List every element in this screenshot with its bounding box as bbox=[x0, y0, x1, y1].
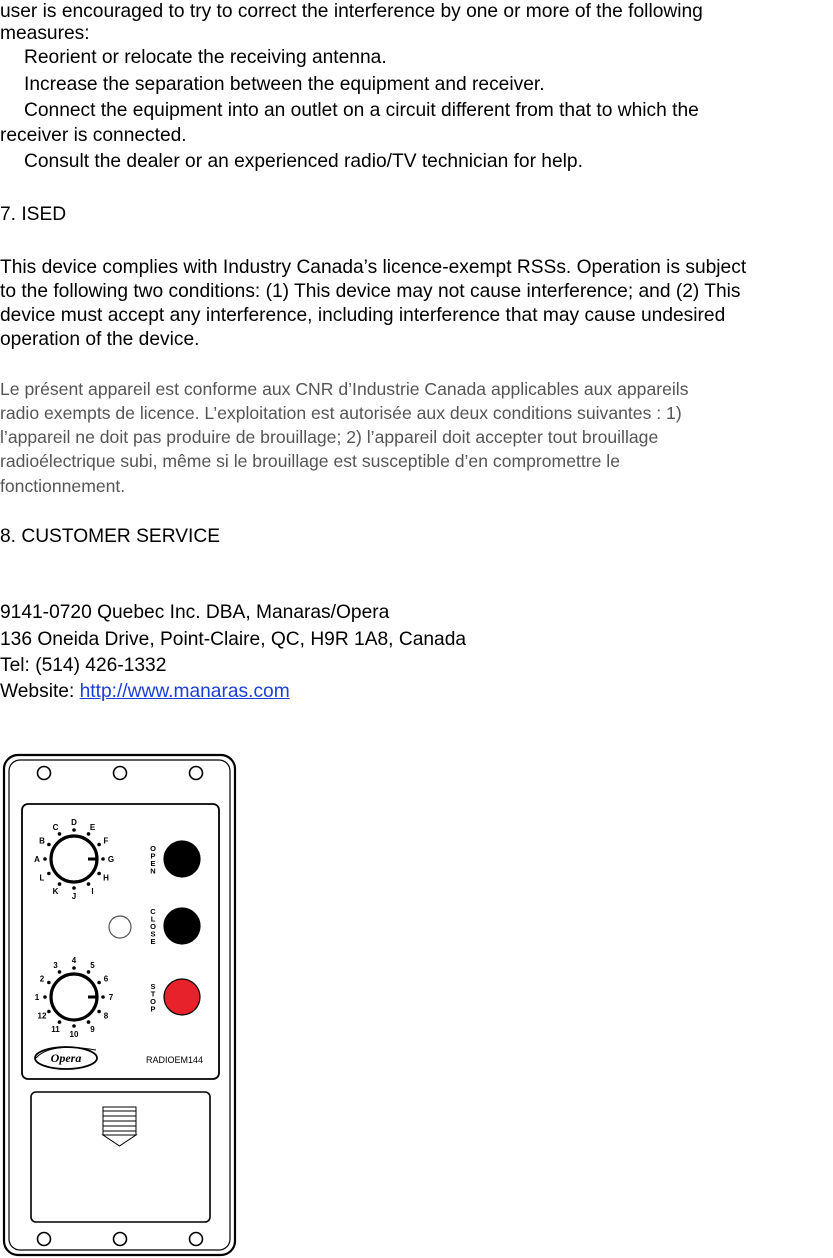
ised-en-line: device must accept any interference, including interference that may cause undesired bbox=[0, 305, 726, 326]
open-button-label: O P E N bbox=[150, 843, 156, 876]
dial-tick-dot bbox=[47, 981, 51, 985]
dial-tick-dot bbox=[87, 882, 91, 886]
company-phone: Tel: (514) 426-1332 bbox=[0, 655, 167, 676]
mount-hole-icon bbox=[190, 767, 203, 780]
measure-item: Reorient or relocate the receiving antenna. bbox=[24, 47, 387, 68]
ised-fr-line: Le présent appareil est conforme aux CNR d’Industrie Canada applicables aux appareils bbox=[0, 379, 689, 399]
mount-hole-icon bbox=[114, 1233, 127, 1246]
dial-tick-dot bbox=[58, 832, 62, 836]
ised-fr-line: fonctionnement. bbox=[0, 476, 126, 496]
measure-item: Increase the separation between the equipment and receiver. bbox=[24, 74, 545, 95]
dial-position-label: I bbox=[91, 887, 94, 896]
dial-position-label: A bbox=[34, 855, 40, 864]
dial-tick-dot bbox=[43, 995, 47, 999]
dial-tick-dot bbox=[47, 843, 51, 847]
close-button[interactable] bbox=[164, 908, 200, 944]
dial-position-label: 9 bbox=[90, 1025, 95, 1034]
dial-position-label: G bbox=[107, 855, 115, 864]
ised-en-line: This device complies with Industry Canada’s licence-exempt RSSs. Operation is subject bbox=[0, 257, 747, 278]
ised-fr-line: radio exempts de licence. L’exploitation est autorisée aux deux conditions suivantes : 1) bbox=[0, 403, 682, 423]
dial-position-label: E bbox=[89, 823, 96, 832]
dial-tick-dot bbox=[72, 966, 76, 970]
dial-position-label: 11 bbox=[51, 1025, 60, 1034]
dial-position-label: 12 bbox=[37, 1011, 47, 1021]
dial-position-label: F bbox=[103, 836, 109, 846]
ised-en-line: to the following two conditions: (1) This device may not cause interference; and (2) This bbox=[0, 281, 741, 302]
mount-hole-icon bbox=[190, 1233, 203, 1246]
mount-hole-icon bbox=[38, 767, 51, 780]
company-website bbox=[0, 680, 290, 704]
dial-tick-dot bbox=[97, 1010, 101, 1014]
status-led-icon bbox=[109, 916, 131, 938]
stop-button-label: S T O P bbox=[150, 981, 156, 1014]
ised-fr-line: radioélectrique subi, même si le brouillage est susceptible d’en compromettre le bbox=[0, 451, 620, 471]
dial-tick-dot bbox=[72, 886, 76, 890]
brand-logo-text: Opera bbox=[50, 1051, 82, 1065]
dial-position-label: 8 bbox=[103, 1011, 109, 1021]
section-heading-ised: 7. ISED bbox=[0, 204, 67, 225]
dial-tick-dot bbox=[47, 1010, 51, 1014]
dial-tick-dot bbox=[97, 981, 101, 985]
mount-hole-icon bbox=[38, 1233, 51, 1246]
remote-illustration bbox=[0, 752, 240, 1258]
dial-position-label: 2 bbox=[39, 974, 45, 984]
close-button-label: C L O S E bbox=[150, 907, 156, 946]
dial-tick-dot bbox=[58, 1020, 62, 1024]
dial-position-label: L bbox=[39, 873, 45, 883]
dial-position-label: 5 bbox=[90, 961, 95, 970]
website-link[interactable]: http://www.manaras.com bbox=[79, 681, 290, 702]
dial-tick-dot bbox=[58, 970, 62, 974]
dial-position-label: B bbox=[39, 836, 45, 846]
dial-tick-dot bbox=[87, 1020, 91, 1024]
dial-tick-dot bbox=[43, 857, 47, 861]
stop-button[interactable] bbox=[164, 979, 200, 1015]
measures-intro-cont: measures: bbox=[0, 23, 90, 44]
dial-tick-dot bbox=[101, 857, 105, 861]
measure-item: Consult the dealer or an experienced radio/TV technician for help. bbox=[24, 151, 583, 172]
mount-hole-icon bbox=[114, 767, 127, 780]
dial-position-label: 7 bbox=[108, 993, 114, 1002]
dial-position-label: 10 bbox=[69, 1030, 79, 1039]
measures-intro: user is encouraged to try to correct the interference by one or more of the following bbox=[0, 1, 703, 22]
dial-position-label: 4 bbox=[71, 956, 77, 965]
measure-item: Connect the equipment into an outlet on a circuit different from that to which the bbox=[24, 100, 699, 121]
dial-position-label: 1 bbox=[34, 993, 40, 1002]
company-name: 9141-0720 Quebec Inc. DBA, Manaras/Opera bbox=[0, 602, 390, 623]
website-label: Website: bbox=[0, 681, 80, 702]
dial-tick-dot bbox=[97, 843, 101, 847]
dial-position-label: D bbox=[71, 818, 77, 827]
dial-tick-dot bbox=[58, 882, 62, 886]
dial-tick-dot bbox=[72, 1024, 76, 1028]
dial-position-label: C bbox=[52, 823, 59, 832]
company-address: 136 Oneida Drive, Point-Claire, QC, H9R 1A8, Canada bbox=[0, 629, 467, 650]
ised-fr-line: l’appareil ne doit pas produire de brouillage; 2) l’appareil doit accepter tout brouillage bbox=[0, 427, 659, 447]
dial-position-label: J bbox=[71, 892, 77, 901]
dial-tick-dot bbox=[101, 995, 105, 999]
open-button[interactable] bbox=[164, 841, 200, 877]
model-label: RADIOEM144 bbox=[146, 1055, 204, 1065]
measure-item-cont: receiver is connected. bbox=[0, 125, 187, 146]
dial-tick-dot bbox=[47, 872, 51, 876]
dial-tick-dot bbox=[87, 832, 91, 836]
dial-tick-dot bbox=[72, 828, 76, 832]
section-heading-service: 8. CUSTOMER SERVICE bbox=[0, 526, 220, 547]
dial-position-label: 6 bbox=[103, 974, 109, 984]
dial-position-label: 3 bbox=[53, 961, 58, 970]
dial-tick-dot bbox=[87, 970, 91, 974]
dial-tick-dot bbox=[97, 872, 101, 876]
ised-en-line: operation of the device. bbox=[0, 329, 200, 350]
dial-position-label: K bbox=[52, 887, 59, 896]
dial-position-label: H bbox=[103, 873, 109, 883]
